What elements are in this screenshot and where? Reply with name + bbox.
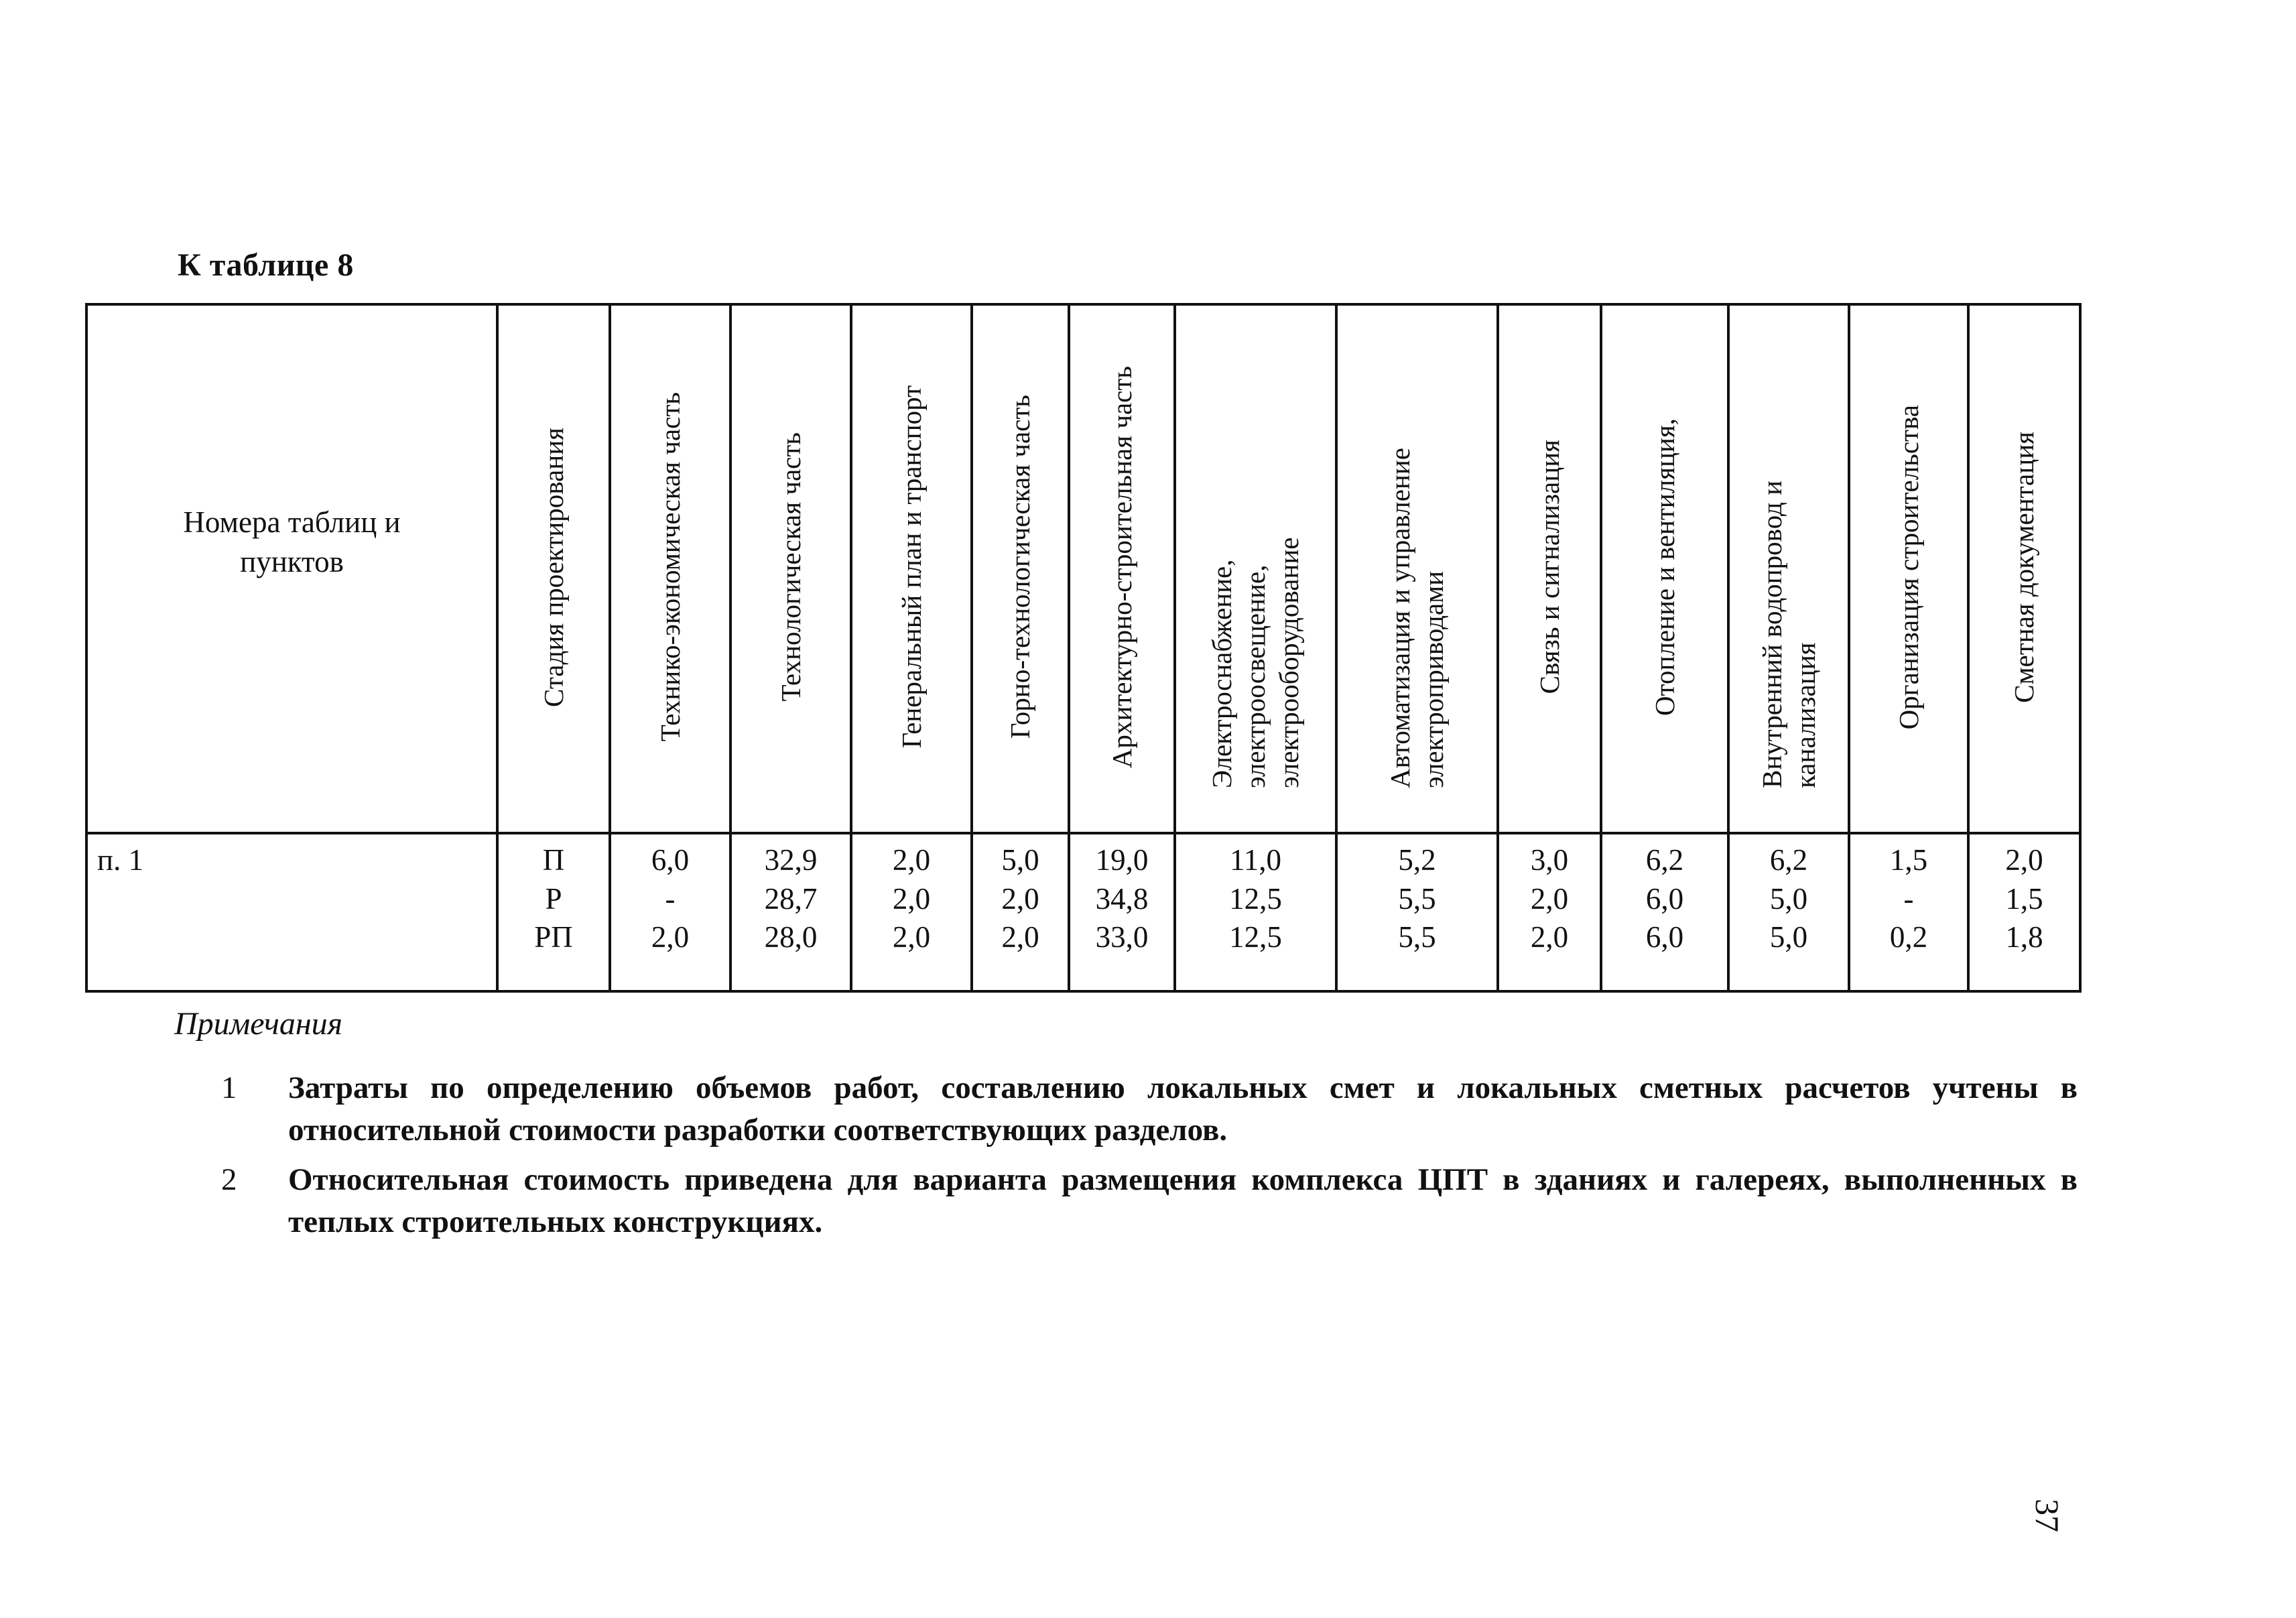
row-header-label: Номера таблиц и пунктов [183, 505, 401, 578]
value-cell [851, 833, 972, 991]
table-value: 34,8 [1095, 881, 1149, 916]
note-item [221, 1159, 2078, 1243]
column-header [497, 304, 610, 833]
table-value: 0,2 [1889, 920, 1928, 954]
column-header [1968, 304, 2080, 833]
table-value: 2,0 [2005, 843, 2043, 877]
note-number: 1 [221, 1070, 237, 1105]
column-header [1728, 304, 1849, 833]
column-header [730, 304, 851, 833]
table-value: 5,5 [1398, 881, 1436, 916]
table-value: 5,2 [1398, 843, 1436, 877]
note-number: 2 [221, 1162, 237, 1197]
stage-cell [497, 833, 610, 991]
table-value: 12,5 [1229, 881, 1282, 916]
table-value: 19,0 [1095, 843, 1149, 877]
cost-table [85, 303, 2082, 993]
column-header-label: Технико-экономическая часть [654, 392, 686, 742]
column-header [972, 304, 1069, 833]
column-header-label: Автоматизация и управление электроприводами [1385, 448, 1450, 788]
column-header-label: Горно-технологическая часть [1005, 395, 1036, 739]
table-value: 5,5 [1398, 920, 1436, 954]
table-value: 6,2 [1645, 843, 1684, 877]
column-header [1601, 304, 1728, 833]
table-value: 2,0 [1001, 881, 1039, 916]
table-value: 2,0 [651, 920, 690, 954]
value-cell [1728, 833, 1849, 991]
column-header [1069, 304, 1175, 833]
value-cell [1601, 833, 1728, 991]
column-header [1336, 304, 1498, 833]
table-value: 5,0 [1001, 843, 1039, 877]
item-cell: п. 1 [86, 833, 497, 991]
table-value: 28,7 [764, 881, 818, 916]
table-value: 2,0 [892, 881, 931, 916]
table-value: 33,0 [1095, 920, 1149, 954]
table-value: 2,0 [892, 843, 931, 877]
table-value: 6,0 [651, 843, 690, 877]
table-value: - [665, 881, 676, 916]
table-value: 2,0 [1530, 920, 1569, 954]
table-value: 1,8 [2005, 920, 2043, 954]
column-header-label: Архитектурно-строительная часть [1106, 365, 1137, 769]
stage-value: РП [534, 920, 573, 954]
stage-value: Р [545, 881, 562, 916]
note-text: Относительная стоимость приведена для варианта размещения комплекса ЦПТ в зданиях и галереях, выполненных в теплых строительных конструкциях. [288, 1162, 2078, 1239]
column-header [1175, 304, 1336, 833]
table-header-row [86, 304, 2080, 833]
table-value: 2,0 [1530, 881, 1569, 916]
column-header-label: Генеральный план и транспорт [895, 385, 927, 749]
value-cell [1175, 833, 1336, 991]
row-header-cell [86, 304, 497, 833]
value-cell [730, 833, 851, 991]
table-value: 3,0 [1530, 843, 1569, 877]
value-cell [972, 833, 1069, 991]
table-value: 5,0 [1769, 881, 1808, 916]
value-cell [1498, 833, 1601, 991]
table-value: 12,5 [1229, 920, 1282, 954]
page-number: 37 [2029, 1499, 2066, 1532]
table-value: 11,0 [1229, 843, 1282, 877]
column-header-label: Отопление и вентиляция, [1649, 418, 1680, 717]
table-value: 6,2 [1769, 843, 1808, 877]
value-cell [1968, 833, 2080, 991]
column-header-label: Внутренний водопровод и канализация [1756, 480, 1821, 788]
table-value: - [1903, 881, 1914, 916]
value-cell [1336, 833, 1498, 991]
value-cell [1849, 833, 1968, 991]
table-value: 1,5 [1889, 843, 1928, 877]
column-header [610, 304, 730, 833]
table-value: 2,0 [1001, 920, 1039, 954]
notes-title: Примечания [174, 1006, 342, 1042]
note-item [221, 1067, 2078, 1151]
column-header-label: Сметная документация [2008, 431, 2040, 703]
table-value: 1,5 [2005, 881, 2043, 916]
table-value: 32,9 [764, 843, 818, 877]
column-header [1849, 304, 1968, 833]
column-header-label: Связь и сигнализация [1533, 440, 1565, 694]
table-value: 6,0 [1645, 920, 1684, 954]
stage-value: П [542, 843, 565, 877]
value-cell [1069, 833, 1175, 991]
table-value: 2,0 [892, 920, 931, 954]
note-text: Затраты по определению объемов работ, составлению локальных смет и локальных сметных расчетов учтены в относительной стоимости разработки соответствующих разделов. [288, 1070, 2078, 1147]
column-header-label: Электроснабжение, электроосвещение, электрооборудование [1206, 537, 1305, 788]
value-cell [610, 833, 730, 991]
column-header [851, 304, 972, 833]
column-header-label: Организация строительства [1893, 404, 1924, 730]
table-value: 28,0 [764, 920, 818, 954]
table-value: 6,0 [1645, 881, 1684, 916]
table-row [86, 833, 2080, 991]
table-value: 5,0 [1769, 920, 1808, 954]
column-header [1498, 304, 1601, 833]
column-header-label: Технологическая часть [775, 432, 806, 702]
column-header-label: Стадия проектирования [537, 427, 569, 707]
table-caption: К таблице 8 [178, 247, 354, 283]
notes-list [221, 1067, 2078, 1251]
